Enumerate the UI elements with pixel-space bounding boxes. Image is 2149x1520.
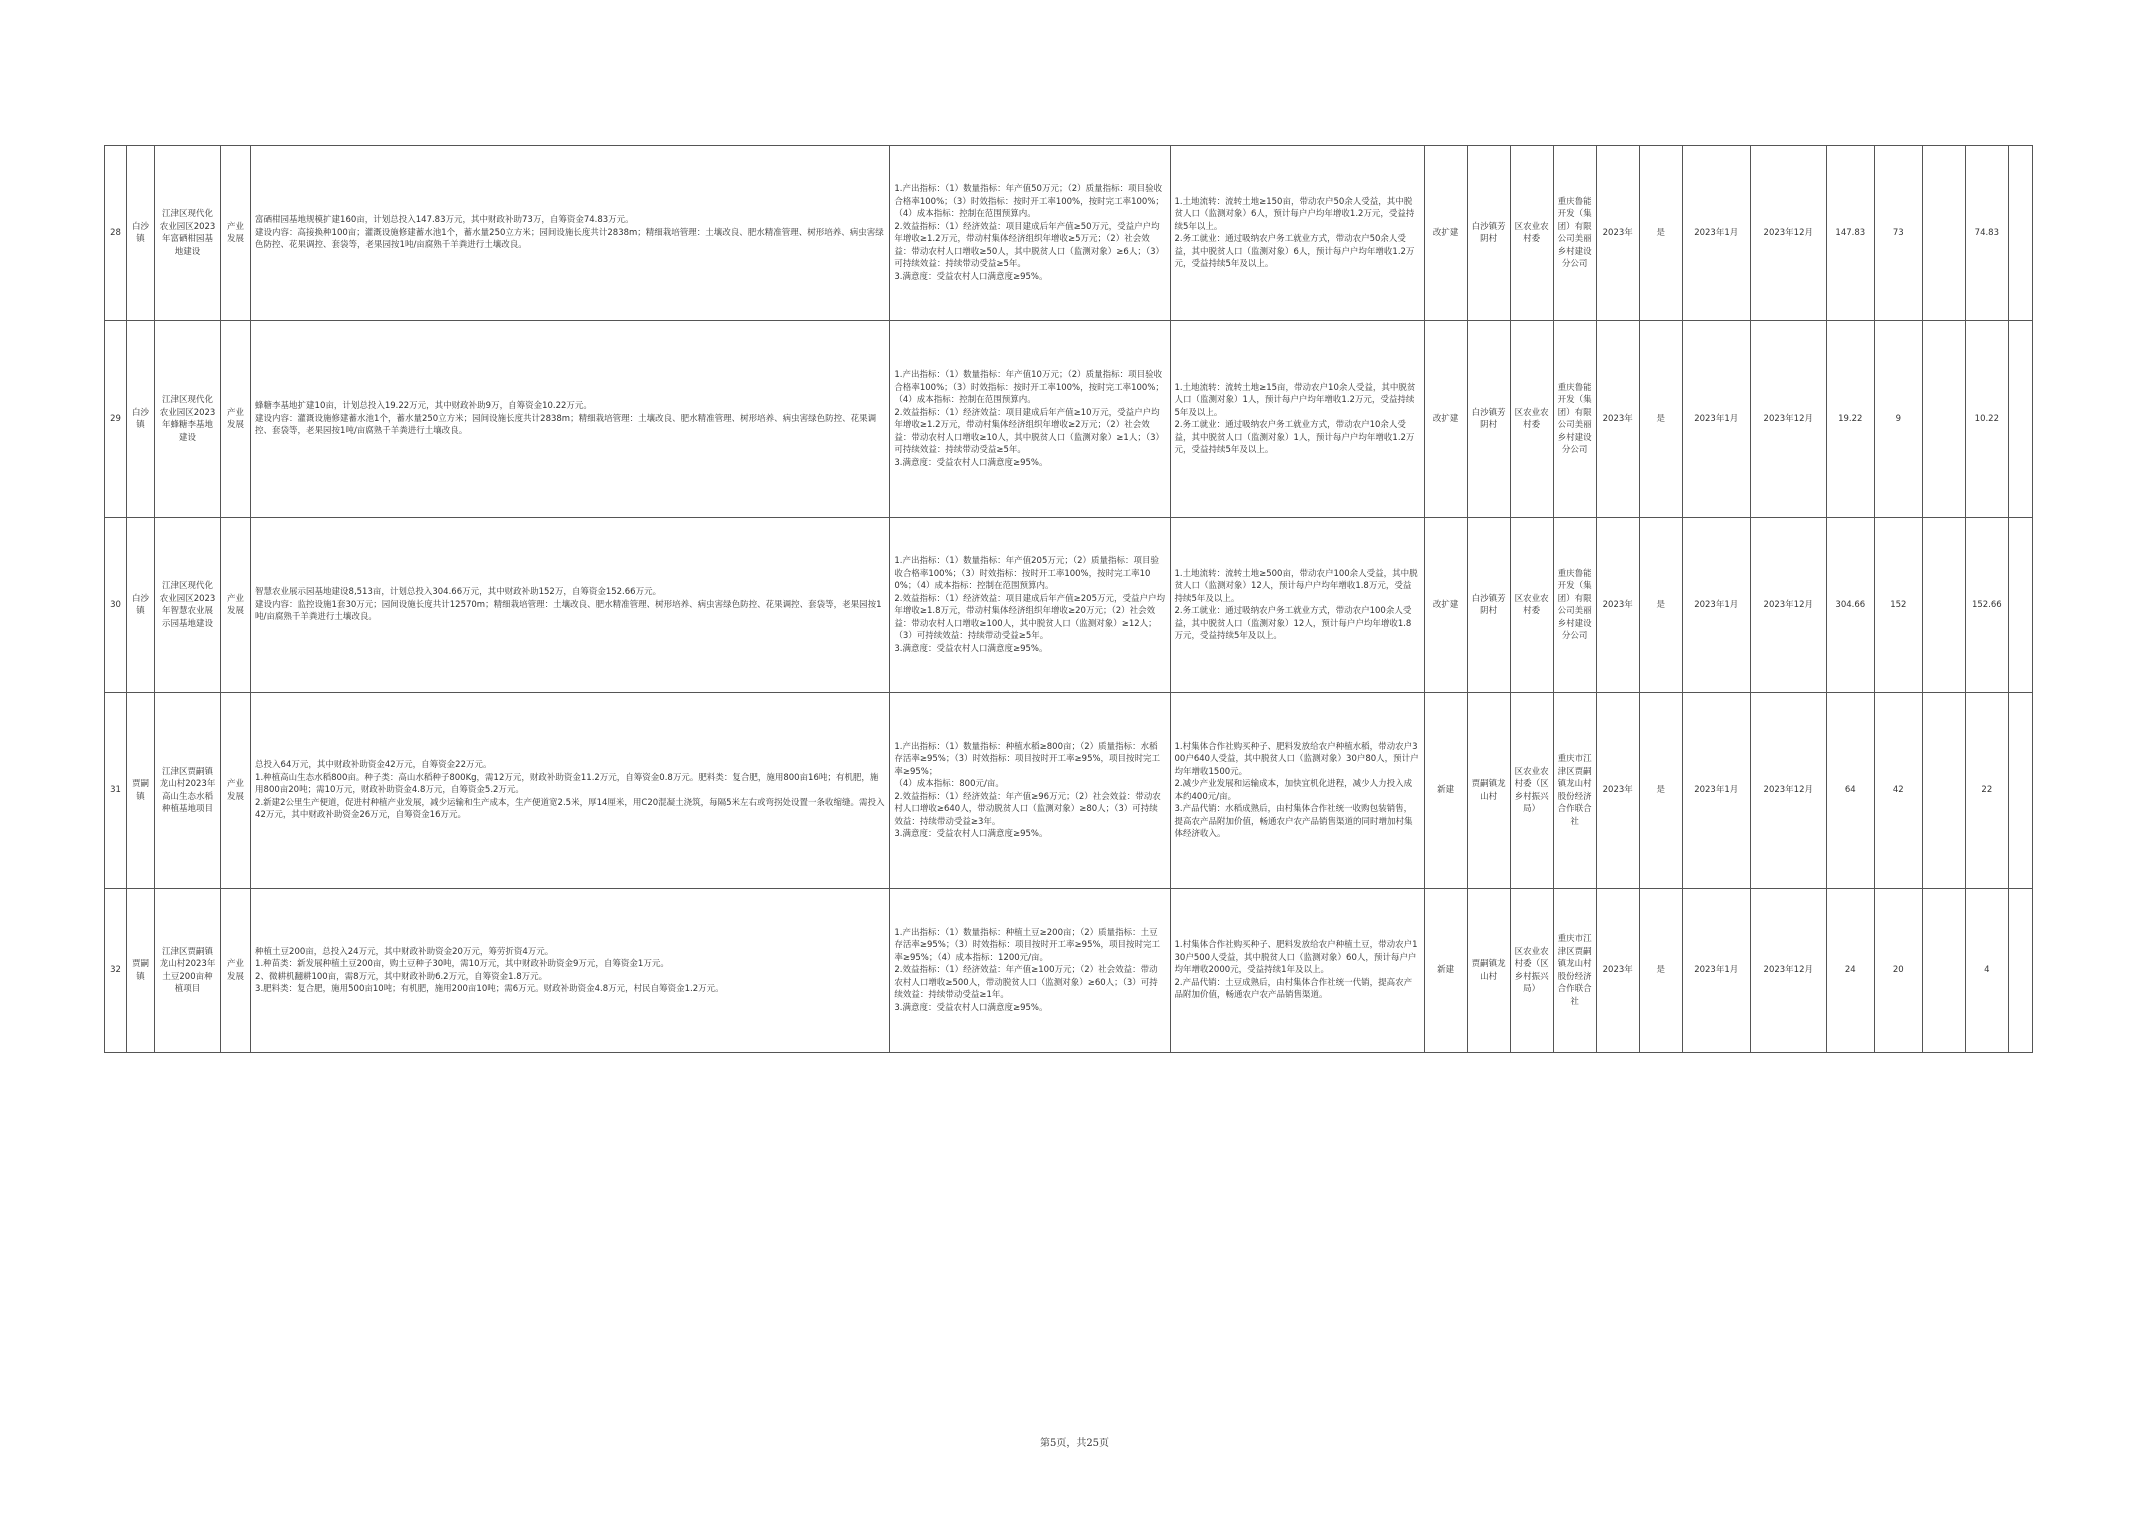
cell-start: 2023年1月 xyxy=(1682,518,1750,693)
cell-dept: 区农业农村委（区乡村振兴局） xyxy=(1510,889,1553,1053)
cell-flag: 是 xyxy=(1639,321,1682,518)
cell-indicators: 1.产出指标：（1）数量指标：年产值10万元；（2）质量指标：项目验收合格率100%；（3）时效指标：按时开工率100%，按时完工率100%；（4）成本指标：控制在范围预算内。 2.效益指标：（1）经济效益：项目建成后年产值≥10万元，受益户户均年增收≥1.2万元，带动村集体经济组织年增收≥2万元；（2）社会效益：带动农村人口增收≥10人，其中脱贫人口（监测对象）≥1人；（3）可持续效益：持续带动受益≥5年。 3.满意度：受益农村人口满意度≥95%。 xyxy=(890,321,1170,518)
cell-self: 22 xyxy=(1965,693,2008,889)
cell-no: 30 xyxy=(105,518,127,693)
table-row xyxy=(105,693,2033,889)
cell-self: 74.83 xyxy=(1965,146,2008,321)
cell-type: 产业发展 xyxy=(221,146,251,321)
page-footer: 第5页，共25页 xyxy=(1039,1438,1110,1449)
cell-name: 江津区贾嗣镇龙山村2023年土豆200亩种植项目 xyxy=(155,889,221,1053)
cell-indicators: 1.产出指标：（1）数量指标：种植水稻≥800亩；（2）质量指标：水稻存活率≥95%；（3）时效指标：项目按时开工率≥95%，项目按时完工率≥95%； （4）成本指标：800元/亩。 2.效益指标：（1）经济效益：年产值≥96万元；（2）社会效益：带动农村人口增收≥640人，带动脱贫人口（监测对象）≥80人；（3）可持续效益：持续带动受益≥3年。 3.满意度：受益农村人口满意度≥95%。 xyxy=(890,693,1170,889)
cell-dept: 区农业农村委 xyxy=(1510,146,1553,321)
cell-extra xyxy=(1922,321,1965,518)
cell-town: 贾嗣镇 xyxy=(127,693,155,889)
cell-type: 产业发展 xyxy=(221,321,251,518)
cell-mechanism: 1.土地流转：流转土地≥500亩，带动农户100余人受益，其中脱贫人口（监测对象）12人，预计每户户均年增收1.8万元，受益持续5年及以上。 2.务工就业：通过吸纳农户务工就业方式，带动农户100余人受益，其中脱贫人口（监测对象）12人，预计每户户均年增收1.8万元，受益持续5年及以上。 xyxy=(1170,518,1424,693)
cell-nature: 改扩建 xyxy=(1424,518,1467,693)
cell-name: 江津区现代化农业园区2023年富硒柑园基地建设 xyxy=(155,146,221,321)
cell-content: 蜂糖李基地扩建10亩，计划总投入19.22万元，其中财政补助9万，自筹资金10.22万元。 建设内容：灌溉设施修建蓄水池1个，蓄水量250立方米；园间设施长度共计2838m；精细栽培管理：土壤改良、肥水精准管理、树形培养、病虫害绿色防控、花果调控、套袋等，老果园按1吨/亩腐熟千羊粪进行土壤改良。 xyxy=(251,321,890,518)
cell-year: 2023年 xyxy=(1596,693,1639,889)
cell-extra xyxy=(1922,889,1965,1053)
cell-start: 2023年1月 xyxy=(1682,321,1750,518)
cell-start: 2023年1月 xyxy=(1682,889,1750,1053)
cell-town: 白沙镇 xyxy=(127,518,155,693)
cell-content: 富硒柑园基地规模扩建160亩，计划总投入147.83万元，其中财政补助73万，自筹资金74.83万元。 建设内容：高接换种100亩；灌溉设施修建蓄水池1个，蓄水量250立方米；园间设施长度共计2838m；精细栽培管理：土壤改良、肥水精准管理、树形培养、病虫害绿色防控、花果调控、套袋等，老果园按1吨/亩腐熟千羊粪进行土壤改良。 xyxy=(251,146,890,321)
cell-year: 2023年 xyxy=(1596,889,1639,1053)
cell-type: 产业发展 xyxy=(221,693,251,889)
cell-year: 2023年 xyxy=(1596,321,1639,518)
cell-flag: 是 xyxy=(1639,146,1682,321)
cell-location: 白沙镇芳阴村 xyxy=(1467,518,1510,693)
cell-unit: 重庆市江津区贾嗣镇龙山村股份经济合作联合社 xyxy=(1553,889,1596,1053)
table-row xyxy=(105,321,2033,518)
cell-blank xyxy=(2008,146,2032,321)
cell-self: 10.22 xyxy=(1965,321,2008,518)
cell-mechanism: 1.土地流转：流转土地≥150亩，带动农户50余人受益，其中脱贫人口（监测对象）6人，预计每户户均年增收1.2万元，受益持续5年以上。 2.务工就业：通过吸纳农户务工就业方式，带动农户50余人受益，其中脱贫人口（监测对象）6人，预计每户户均年增收1.2万元，受益持续5年及以上。 xyxy=(1170,146,1424,321)
cell-blank xyxy=(2008,693,2032,889)
cell-name: 江津区贾嗣镇龙山村2023年高山生态水稻种植基地项目 xyxy=(155,693,221,889)
cell-flag: 是 xyxy=(1639,518,1682,693)
project-table xyxy=(104,145,2033,1053)
table-row xyxy=(105,146,2033,321)
cell-end: 2023年12月 xyxy=(1750,321,1826,518)
cell-mechanism: 1.土地流转：流转土地≥15亩，带动农户10余人受益，其中脱贫人口（监测对象）1人，预计每户户均年增收1.2万元，受益持续5年及以上。 2.务工就业：通过吸纳农户务工就业方式，带动农户10余人受益，其中脱贫人口（监测对象）1人，预计每户户均年增收1.2万元，受益持续5年及以上。 xyxy=(1170,321,1424,518)
cell-total: 64 xyxy=(1826,693,1874,889)
cell-town: 白沙镇 xyxy=(127,146,155,321)
cell-indicators: 1.产出指标：（1）数量指标：种植土豆≥200亩；（2）质量指标：土豆存活率≥95%；（3）时效指标：项目按时开工率≥95%，项目按时完工率≥95%；（4）成本指标：1200元/亩。 2.效益指标：（1）经济效益：年产值≥100万元；（2）社会效益：带动农村人口增收≥500人，带动脱贫人口（监测对象）≥60人；（3）可持续效益：持续带动受益≥1年。 3.满意度：受益农村人口满意度≥95%。 xyxy=(890,889,1170,1053)
cell-unit: 重庆鲁能开发（集团）有限公司美丽乡村建设分公司 xyxy=(1553,518,1596,693)
cell-content: 智慧农业展示园基地建设8,513亩，计划总投入304.66万元，其中财政补助152万，自筹资金152.66万元。 建设内容：监控设施1套30万元；园间设施长度共计12570m；精细栽培管理：土壤改良、肥水精准管理、树形培养、病虫害绿色防控、花果调控、套袋等，老果园按1吨/亩腐熟千羊粪进行土壤改良。 xyxy=(251,518,890,693)
cell-location: 白沙镇芳阴村 xyxy=(1467,321,1510,518)
cell-dept: 区农业农村委 xyxy=(1510,518,1553,693)
cell-total: 24 xyxy=(1826,889,1874,1053)
cell-name: 江津区现代化农业园区2023年蜂糖李基地建设 xyxy=(155,321,221,518)
cell-extra xyxy=(1922,146,1965,321)
cell-name: 江津区现代化农业园区2023年智慧农业展示园基地建设 xyxy=(155,518,221,693)
cell-total: 19.22 xyxy=(1826,321,1874,518)
cell-start: 2023年1月 xyxy=(1682,693,1750,889)
cell-year: 2023年 xyxy=(1596,146,1639,321)
cell-fiscal: 20 xyxy=(1874,889,1922,1053)
cell-mechanism: 1.村集体合作社购买种子、肥料发放给农户种植土豆，带动农户130户500人受益，其中脱贫人口（监测对象）60人，预计每户户均年增收2000元，受益持续1年及以上。 2.产品代销：土豆成熟后，由村集体合作社统一代销，提高农产品附加价值，畅通农户农产品销售渠道。 xyxy=(1170,889,1424,1053)
cell-blank xyxy=(2008,889,2032,1053)
cell-fiscal: 42 xyxy=(1874,693,1922,889)
cell-unit: 重庆市江津区贾嗣镇龙山村股份经济合作联合社 xyxy=(1553,693,1596,889)
cell-extra xyxy=(1922,693,1965,889)
cell-unit: 重庆鲁能开发（集团）有限公司美丽乡村建设分公司 xyxy=(1553,321,1596,518)
cell-nature: 改扩建 xyxy=(1424,146,1467,321)
cell-no: 29 xyxy=(105,321,127,518)
table-row xyxy=(105,518,2033,693)
cell-total: 304.66 xyxy=(1826,518,1874,693)
cell-blank xyxy=(2008,518,2032,693)
cell-location: 贾嗣镇龙山村 xyxy=(1467,889,1510,1053)
cell-town: 白沙镇 xyxy=(127,321,155,518)
cell-end: 2023年12月 xyxy=(1750,146,1826,321)
cell-nature: 改扩建 xyxy=(1424,321,1467,518)
cell-nature: 新建 xyxy=(1424,889,1467,1053)
cell-indicators: 1.产出指标：（1）数量指标：年产值205万元；（2）质量指标：项目验收合格率100%；（3）时效指标：按时开工率100%，按时完工率100%；（4）成本指标：控制在范围预算内。 2.效益指标：（1）经济效益：项目建成后年产值≥205万元，受益户户均年增收≥1.8万元，带动村集体经济组织年增收≥20万元；（2）社会效益：带动农村人口增收≥100人，其中脱贫人口（监测对象）≥12人；（3）可持续效益：持续带动受益≥5年。 3.满意度：受益农村人口满意度≥95%。 xyxy=(890,518,1170,693)
cell-start: 2023年1月 xyxy=(1682,146,1750,321)
cell-indicators: 1.产出指标：（1）数量指标：年产值50万元；（2）质量指标：项目验收合格率100%；（3）时效指标：按时开工率100%，按时完工率100%；（4）成本指标：控制在范围预算内。 2.效益指标：（1）经济效益：项目建成后年产值≥50万元，受益户户均年增收≥1.2万元，带动村集体经济组织年增收≥5万元；（2）社会效益：带动农村人口增收≥50人，其中脱贫人口（监测对象）≥6人；（3）可持续效益：持续带动受益≥5年。 3.满意度：受益农村人口满意度≥95%。 xyxy=(890,146,1170,321)
cell-no: 28 xyxy=(105,146,127,321)
cell-year: 2023年 xyxy=(1596,518,1639,693)
cell-extra xyxy=(1922,518,1965,693)
cell-end: 2023年12月 xyxy=(1750,518,1826,693)
cell-total: 147.83 xyxy=(1826,146,1874,321)
cell-self: 152.66 xyxy=(1965,518,2008,693)
cell-end: 2023年12月 xyxy=(1750,889,1826,1053)
cell-mechanism: 1.村集体合作社购买种子、肥料发放给农户种植水稻，带动农户300户640人受益，其中脱贫人口（监测对象）30户80人，预计户均年增收1500元。 2.减少产业发展和运输成本，加快宜机化进程，减少人力投入成本约400元/亩。 3.产品代销：水稻成熟后，由村集体合作社统一收购包装销售，提高农产品附加价值，畅通农户农产品销售渠道的同时增加村集体经济收入。 xyxy=(1170,693,1424,889)
cell-location: 白沙镇芳阴村 xyxy=(1467,146,1510,321)
cell-type: 产业发展 xyxy=(221,518,251,693)
cell-no: 32 xyxy=(105,889,127,1053)
cell-self: 4 xyxy=(1965,889,2008,1053)
cell-town: 贾嗣镇 xyxy=(127,889,155,1053)
cell-location: 贾嗣镇龙山村 xyxy=(1467,693,1510,889)
table-row xyxy=(105,889,2033,1053)
cell-nature: 新建 xyxy=(1424,693,1467,889)
cell-dept: 区农业农村委（区乡村振兴局） xyxy=(1510,693,1553,889)
cell-content: 种植土豆200亩，总投入24万元，其中财政补助资金20万元，筹劳折资4万元。 1.种苗类：新发展种植土豆200亩，购土豆种子30吨，需10万元，其中财政补助资金9万元，自筹资金1万元。 2、微耕机翻耕100亩，需8万元，其中财政补助6.2万元，自筹资金1.8万元。 3.肥料类：复合肥，施用500亩10吨；有机肥，施用200亩10吨；需6万元。财政补助资金4.8万元，村民自筹资金1.2万元。 xyxy=(251,889,890,1053)
cell-flag: 是 xyxy=(1639,889,1682,1053)
cell-blank xyxy=(2008,321,2032,518)
cell-dept: 区农业农村委 xyxy=(1510,321,1553,518)
cell-fiscal: 9 xyxy=(1874,321,1922,518)
table-body xyxy=(105,146,2033,1053)
cell-end: 2023年12月 xyxy=(1750,693,1826,889)
cell-fiscal: 73 xyxy=(1874,146,1922,321)
cell-content: 总投入64万元，其中财政补助资金42万元，自筹资金22万元。 1.种植高山生态水稻800亩。种子类：高山水稻种子800Kg，需12万元，财政补助资金11.2万元，自筹资金0.8万元。肥料类：复合肥，施用800亩16吨；有机肥，施用800亩20吨；需10万元，财政补助资金4.8万元，自筹资金5.2万元。 2.新建2公里生产便道，促进村种植产业发展，减少运输和生产成本，生产便道宽2.5米，厚14厘米，用C20混凝土浇筑，每隔5米左右或弯拐处设置一条收缩缝。需投入42万元，其中财政补助资金26万元，自筹资金16万元。 xyxy=(251,693,890,889)
cell-unit: 重庆鲁能开发（集团）有限公司美丽乡村建设分公司 xyxy=(1553,146,1596,321)
cell-no: 31 xyxy=(105,693,127,889)
cell-type: 产业发展 xyxy=(221,889,251,1053)
cell-flag: 是 xyxy=(1639,693,1682,889)
cell-fiscal: 152 xyxy=(1874,518,1922,693)
